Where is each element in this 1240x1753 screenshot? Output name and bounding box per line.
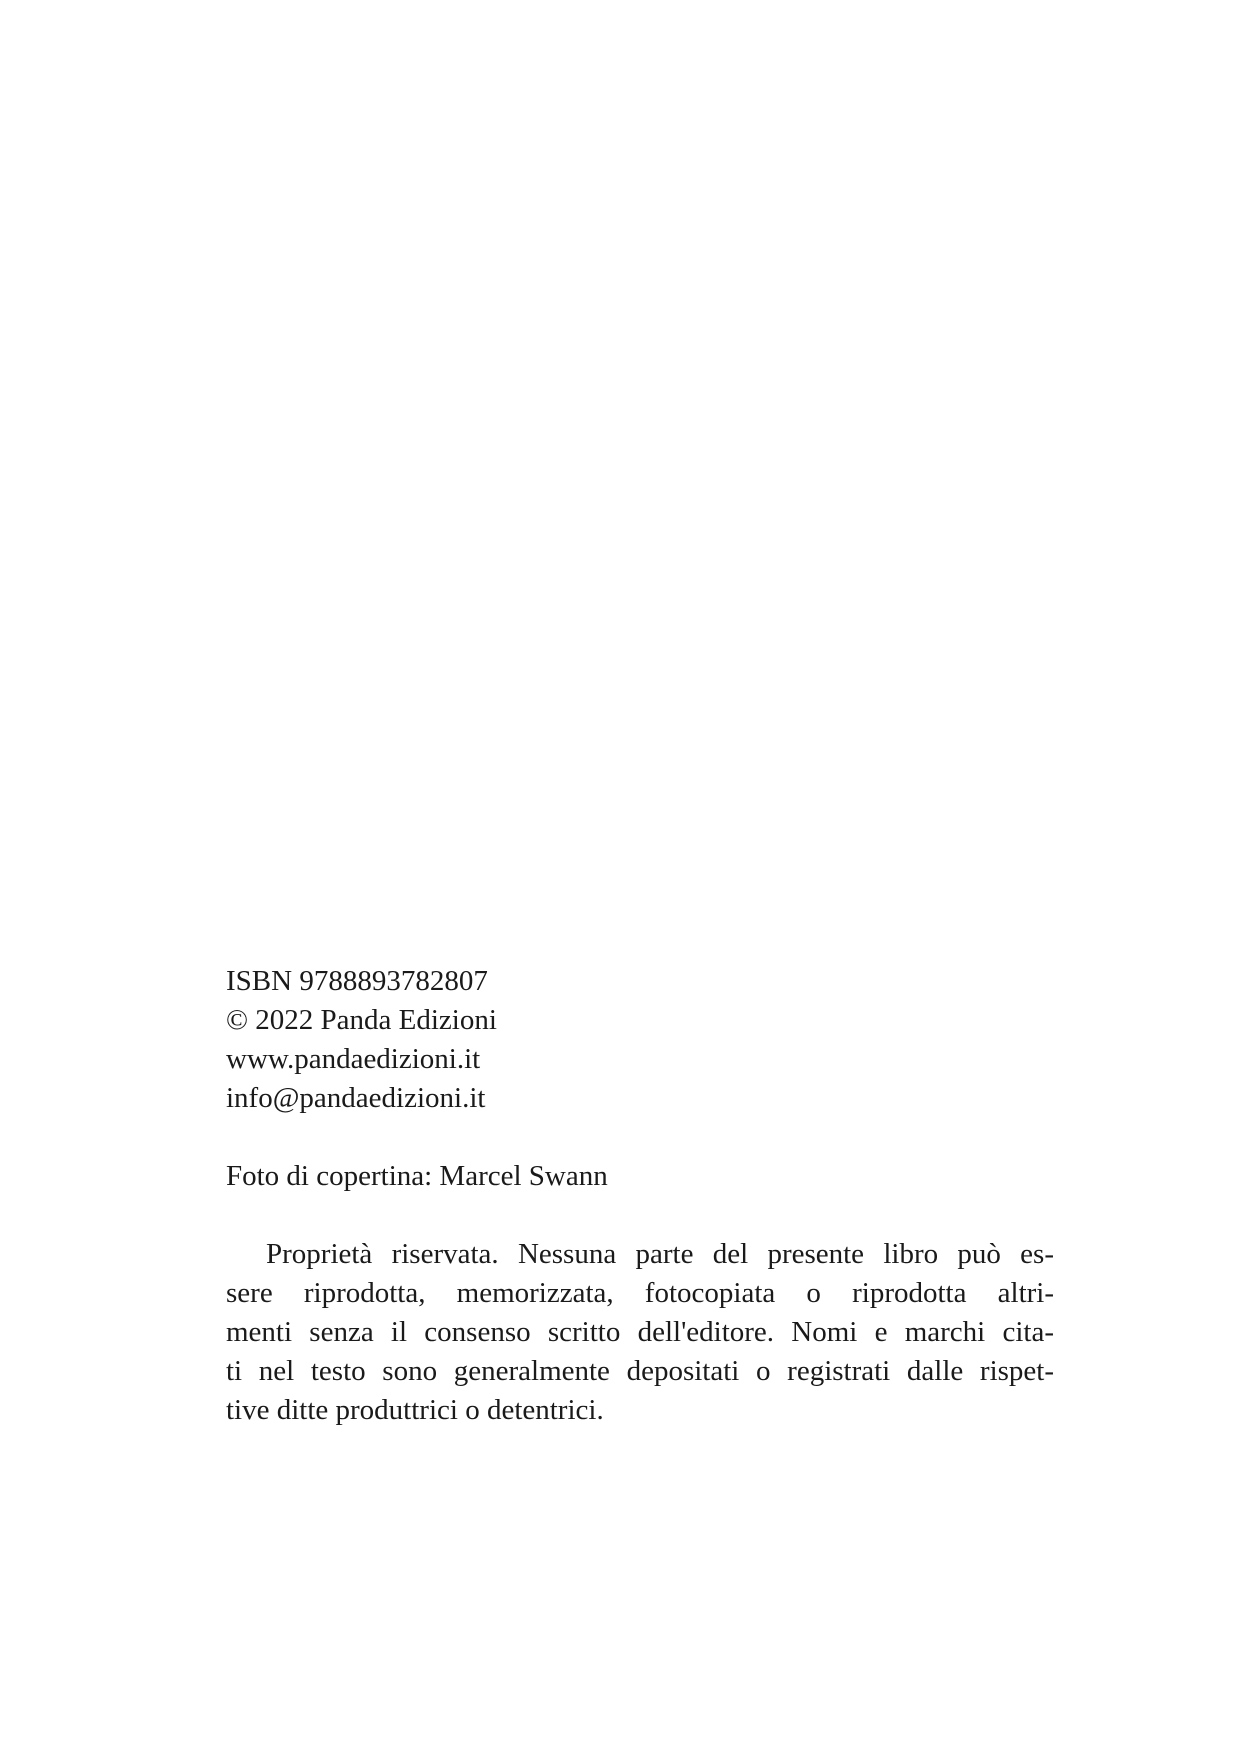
cover-photo-credit: Foto di copertina: Marcel Swann (226, 1160, 608, 1192)
rights-line: ti nel testo sono generalmente depositati o registrati dalle rispet- (226, 1355, 1054, 1387)
colophon-block (186, 962, 1054, 1430)
rights-line: sere riprodotta, memorizzata, fotocopiata o riprodotta altri- (226, 1277, 1054, 1309)
isbn-line: ISBN 9788893782807 (226, 965, 488, 997)
copyright-line: © 2022 Panda Edizioni (226, 1004, 497, 1036)
rights-line: tive ditte produttrici o detentrici. (226, 1394, 604, 1426)
website-line: www.pandaedizioni.it (226, 1043, 481, 1075)
rights-line: Proprietà riservata. Nessuna parte del presente libro può es- (266, 1238, 1054, 1270)
rights-notice (186, 1235, 1054, 1430)
email-line: info@pandaedizioni.it (226, 1082, 486, 1114)
rights-line: menti senza il consenso scritto dell'editore. Nomi e marchi cita- (226, 1316, 1054, 1348)
